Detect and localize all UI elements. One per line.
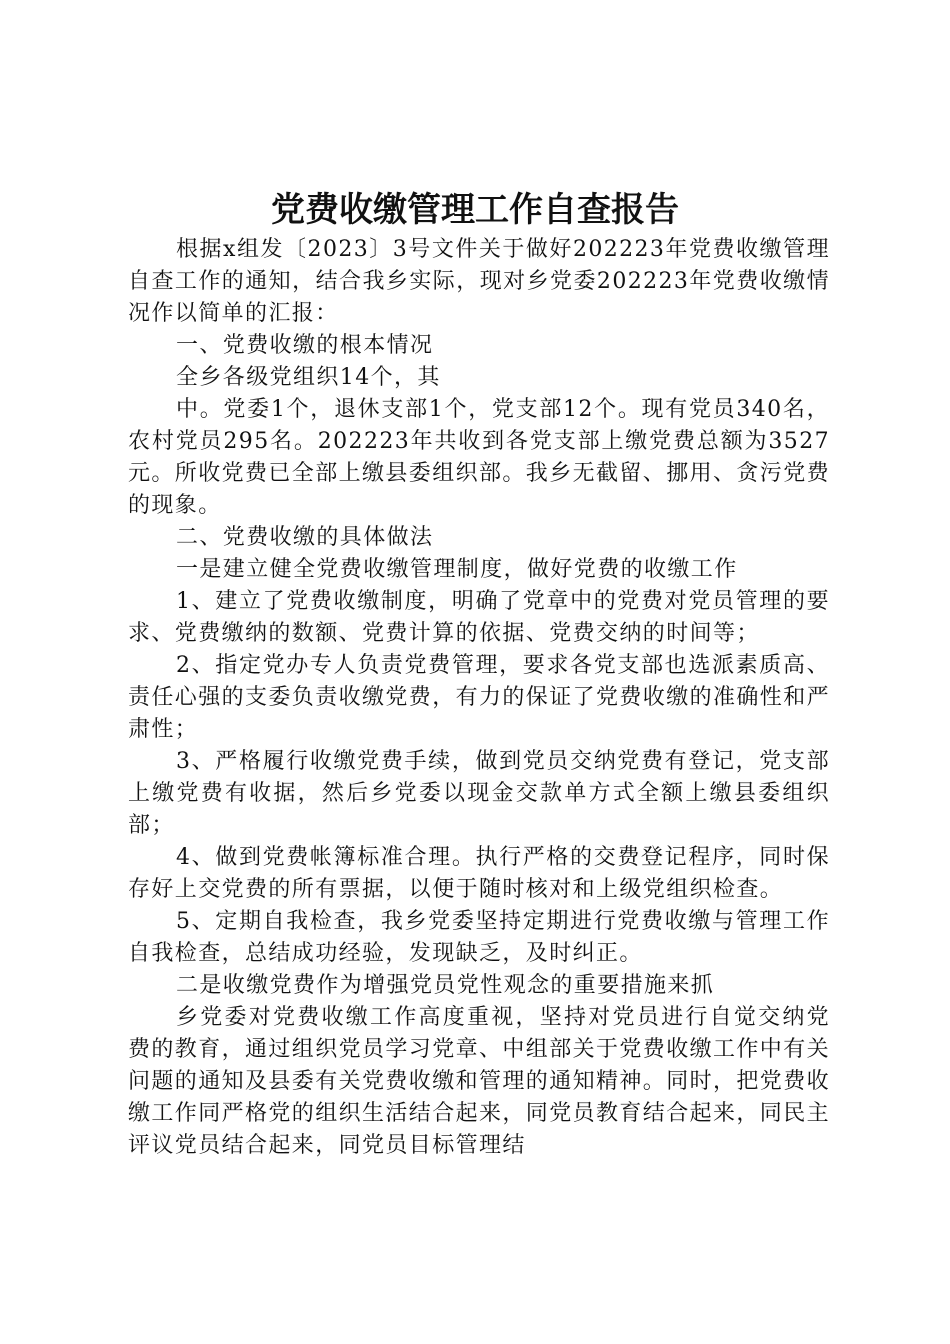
list-item-4: 4、做到党费帐簿标准合理。执行严格的交费登记程序，同时保存好上交党费的所有票据，以便于随时核对和上级党组织检查。	[128, 845, 830, 902]
list-item-1: 1、建立了党费收缴制度，明确了党章中的党费对党员管理的要求、党费缴纳的数额、党费计算的依据、党费交纳的时间等；	[128, 589, 830, 646]
paragraph-org-count: 全乡各级党组织14个，其	[176, 365, 441, 390]
list-item-5: 5、定期自我检查，我乡党委坚持定期进行党费收缴与管理工作自我检查，总结成功经验，发现缺乏，及时纠正。	[128, 909, 830, 966]
list-item-3: 3、严格履行收缴党费手续，做到党员交纳党费有登记，党支部上缴党费有收据，然后乡党委以现金交款单方式全额上缴县委组织部；	[128, 749, 830, 838]
paragraph-education: 乡党委对党费收缴工作高度重视，坚持对党员进行自觉交纳党费的教育，通过组织党员学习党章、中组部关于党费收缴工作中有关问题的通知及县委有关党费收缴和管理的通知精神。同时，把党费收缴工作同严格党的组织生活结合起来，同党员教育结合起来，同民主评议党员结合起来，同党员目标管理结	[128, 1005, 831, 1158]
paragraph-intro: 根据x组发〔2023〕3号文件关于做好202223年党费收缴管理自查工作的通知，结合我乡实际，现对乡党委202223年党费收缴情况作以简单的汇报：	[128, 237, 830, 326]
list-item-2: 2、指定党办专人负责党费管理，要求各党支部也选派素质高、责任心强的支委负责收缴党费，有力的保证了党费收缴的准确性和严肃性；	[128, 653, 831, 742]
document-title: 党费收缴管理工作自查报告	[271, 190, 679, 230]
heading-basic-situation: 一、党费收缴的根本情况	[176, 333, 434, 358]
subheading-system: 一是建立健全党费收缴管理制度，做好党费的收缴工作	[176, 557, 738, 582]
document-body	[128, 234, 830, 1162]
heading-specific-methods: 二、党费收缴的具体做法	[176, 525, 434, 550]
paragraph-member-stats: 中。党委1个，退休支部1个，党支部12个。现有党员340名，农村党员295名。202223年共收到各党支部上缴党费总额为3527元。所收党费已全部上缴县委组织部。我乡无截留、挪用、贪污党费的现象。	[128, 397, 831, 518]
subheading-party-spirit: 二是收缴党费作为增强党员党性观念的重要措施来抓	[176, 973, 715, 998]
